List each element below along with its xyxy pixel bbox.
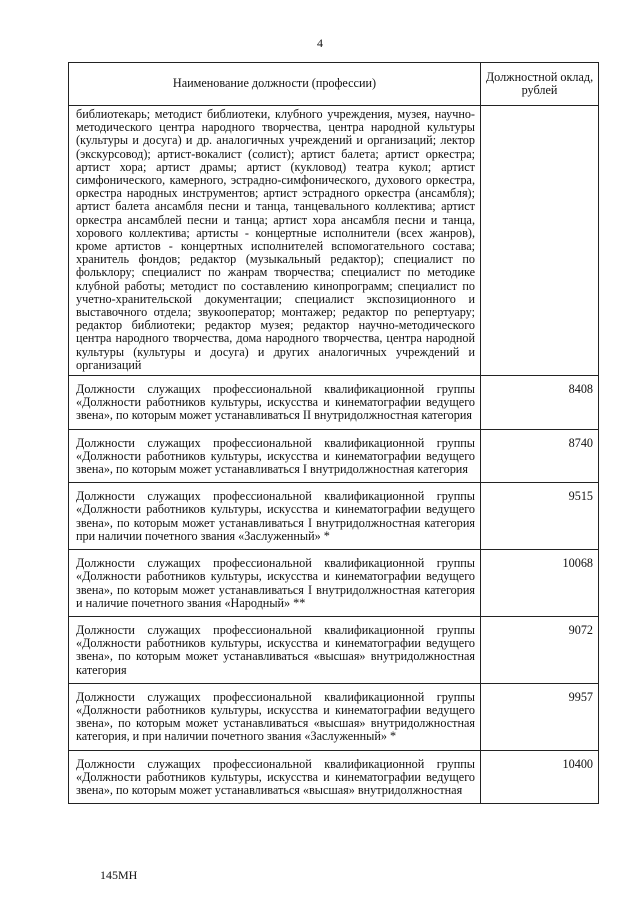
salary-cell: 9515 <box>481 483 599 550</box>
salary-cell: 9072 <box>481 616 599 683</box>
salary-table <box>68 62 599 804</box>
position-name-cell: Должности служащих профессиональной квалификационной группы «Должности работников культуры, искусства и кинематографии ведущего звена», по которым может устанавливаться «высшая» внутридолжностная категория, и при наличии почетного звания «Заслуженный» * <box>69 683 481 750</box>
salary-cell: 10068 <box>481 550 599 617</box>
salary-cell: 8408 <box>481 376 599 430</box>
position-name-cell: Должности служащих профессиональной квалификационной группы «Должности работников культуры, искусства и кинематографии ведущего звена», по которым может устанавливаться I внутридолжностная категория и наличие почетного звания «Народный» ** <box>69 550 481 617</box>
position-name-cell: Должности служащих профессиональной квалификационной группы «Должности работников культуры, искусства и кинематографии ведущего звена», по которым может устанавливаться I внутридолжностная категория <box>69 429 481 483</box>
salary-cell: 8740 <box>481 429 599 483</box>
table-row <box>69 616 599 683</box>
position-name-cell: Должности служащих профессиональной квалификационной группы «Должности работников культуры, искусства и кинематографии ведущего звена», по которым может устанавливаться «высшая» внутридолжностная <box>69 750 481 804</box>
position-name-cell: библиотекарь; методист библиотеки, клубного учреждения, музея, научно-методического центра народного творчества, центра народной культуры (культуры и досуга) и др. аналогичных учреждений и организаций; лектор (экскурсовод); артист-вокалист (солист); артист балета; артист оркестра; артист хора; артист драмы; артист (кукловод) театра кукол; артист симфонического, камерного, эстрадно-симфонического, духового оркестра, оркестра народных инструментов; артист эстрадного оркестра (ансамбля); артист балета ансамбля песни и танца, танцевального коллектива; артист оркестра ансамблей песни и танца; артист хора ансамбля песни и танца, хорового коллектива; артисты - концертные исполнители (всех жанров), кроме артистов - концертных исполнителей вспомогательного состава; хранитель фондов; редактор (музыкальный редактор); специалист по фольклору; специалист по жанрам творчества; специалист по методике клубной работы; методист по составлению кинопрограмм; специалист по учетно-хранительской документации; специалист экспозиционного и выставочного отдела; звукооператор; монтажер; редактор по репертуару; редактор библиотеки; редактор музея; редактор научно-методического центра народного творчества, дома народного творчества, центра народной культуры (культуры и досуга) и других аналогичных учреждений и организаций <box>69 106 481 376</box>
document-code: 145МН <box>100 868 138 882</box>
header-position-name: Наименование должности (профессии) <box>69 63 481 106</box>
salary-cell: 9957 <box>481 683 599 750</box>
table-row <box>69 106 599 376</box>
table-row <box>69 683 599 750</box>
table-row <box>69 376 599 430</box>
position-name-cell: Должности служащих профессиональной квалификационной группы «Должности работников культуры, искусства и кинематографии ведущего звена», по которым может устанавливаться I внутридолжностная категория при наличии почетного звания «Заслуженный» * <box>69 483 481 550</box>
header-salary: Должностной оклад, рублей <box>481 63 599 106</box>
page-number: 4 <box>317 36 323 50</box>
table-row <box>69 429 599 483</box>
position-name-cell: Должности служащих профессиональной квалификационной группы «Должности работников культуры, искусства и кинематографии ведущего звена», по которым может устанавливаться II внутридолжностная категория <box>69 376 481 430</box>
table-row <box>69 750 599 804</box>
position-name-cell: Должности служащих профессиональной квалификационной группы «Должности работников культуры, искусства и кинематографии ведущего звена», по которым может устанавливаться «высшая» внутридолжностная категория <box>69 616 481 683</box>
salary-cell: 10400 <box>481 750 599 804</box>
table-row <box>69 550 599 617</box>
salary-cell <box>481 106 599 376</box>
table-header-row <box>69 63 599 106</box>
table-row <box>69 483 599 550</box>
